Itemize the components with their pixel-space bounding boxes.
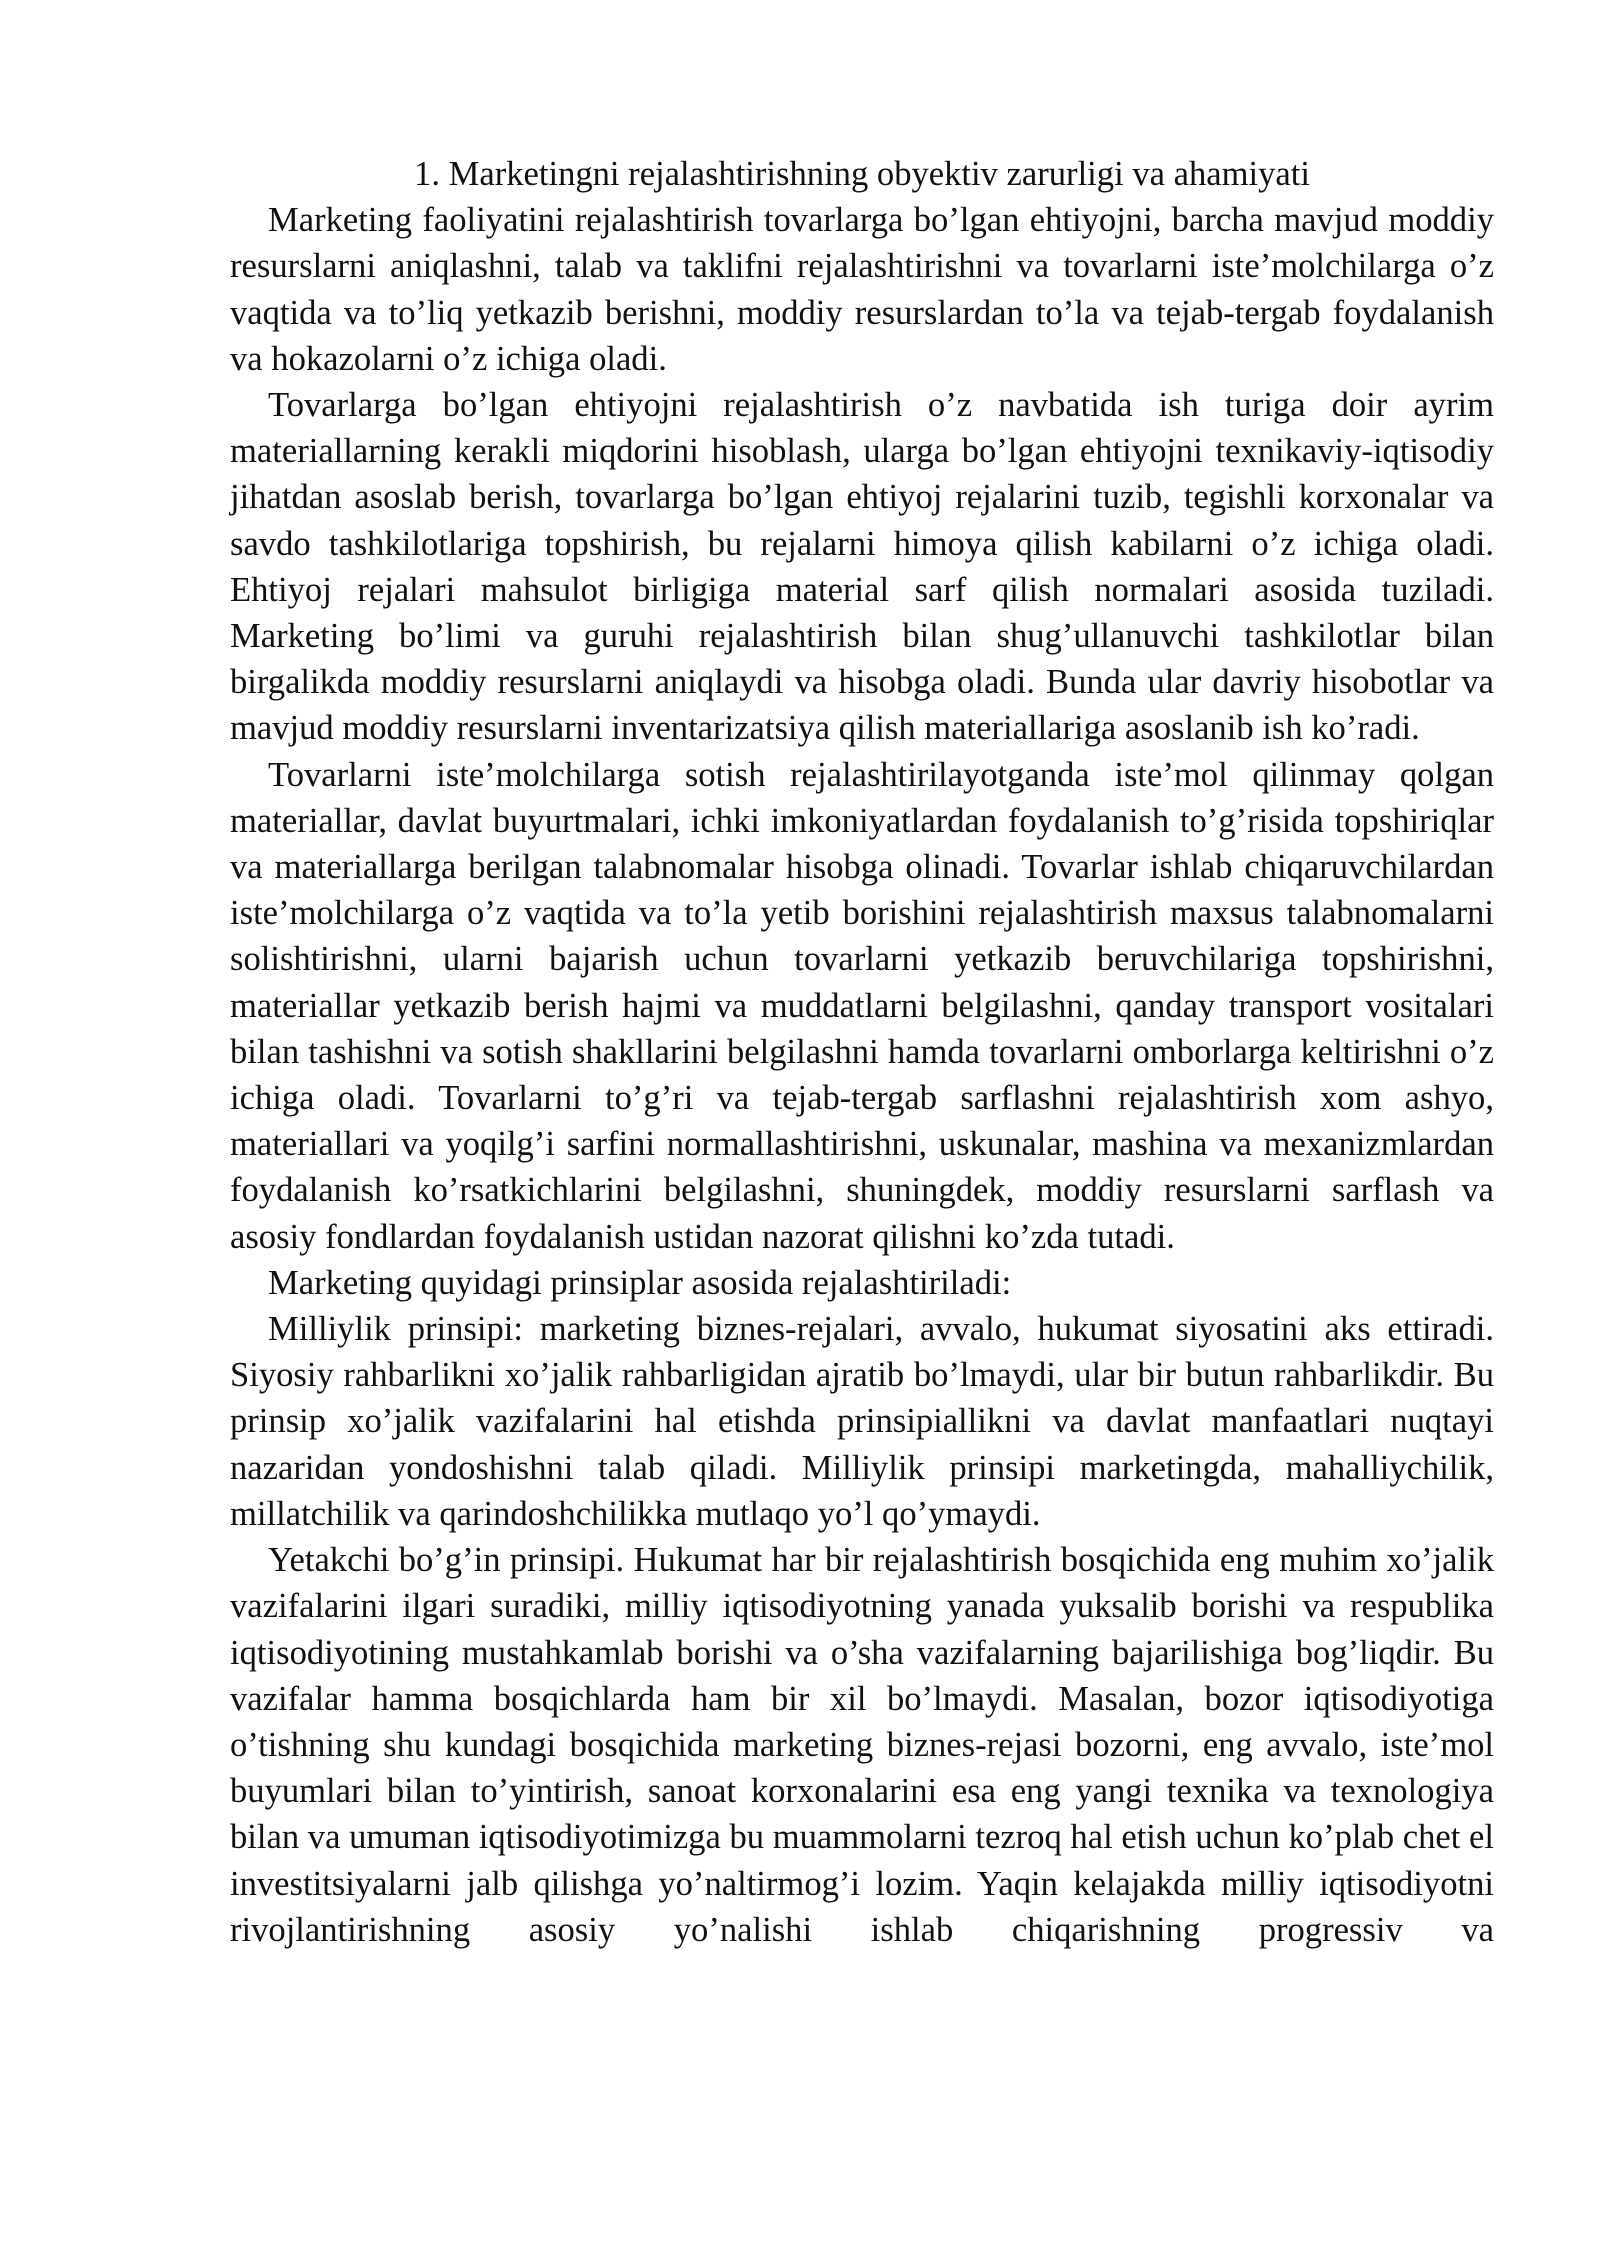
paragraph-6: Yetakchi bo’g’in prinsipi. Hukumat har bir rejalashtirish bosqichida eng muhim xo’jalik vazifalarini ilgari suradiki, milliy iqtisodiyotning yanada yuksalib borishi va respublika iqtisodiyotining mustahkamlab borishi va o’sha vazifalarning bajarilishiga bog’liqdir. Bu vazifalar hamma bosqichlarda ham bir xil bo’lmaydi. Masalan, bozor iqtisodiyotiga o’tishning shu kundagi bosqichida marketing biznes-rejasi bozorni, eng avvalo, iste’mol buyumlari bilan to’yintirish, sanoat korxonalarini esa eng yangi texnika va texnologiya bilan va umuman iqtisodiyotimizga bu muammolarni tezroq hal etish uchun ko’plab chet el investitsiyalarni jalb qilishga yo’naltirmog’i lozim. Yaqin kelajakda milliy iqtisodiyotni rivojlantirishning asosiy yo’nalishi ishlab chiqarishning progressiv va	[230, 1541, 1494, 1949]
paragraph-5: Milliylik prinsipi: marketing biznes-rejalari, avvalo, hukumat siyosatini aks ettiradi. Siyosiy rahbarlikni xo’jalik rahbarligidan ajratib bo’lmaydi, ular bir butun rahbarlikdir. Bu prinsip xo’jalik vazifalarini hal etishda prinsipiallikni va davlat manfaatlari nuqtayi nazaridan yondoshishni talab qiladi. Milliylik prinsipi marketingda, mahalliychilik, millatchilik va qarindoshchilikka mutlaqo yo’l qo’ymaydi.	[230, 1310, 1494, 1533]
document-page	[230, 151, 1494, 2151]
paragraph-2: Tovarlarga bo’lgan ehtiyojni rejalashtirish o’z navbatida ish turiga doir ayrim materiallarning kerakli miqdorini hisoblash, ularga bo’lgan ehtiyojni texnikaviy-iqtisodiy jihatdan asoslab berish, tovarlarga bo’lgan ehtiyoj rejalarini tuzib, tegishli korxonalar va savdo tashkilotlariga topshirish, bu rejalarni himoya qilish kabilarni o’z ichiga oladi. Ehtiyoj rejalari mahsulot birligiga material sarf qilish normalari asosida tuziladi. Marketing bo’limi va guruhi rejalashtirish bilan shug’ullanuvchi tashkilotlar bilan birgalikda moddiy resurslarni aniqlaydi va hisobga oladi. Bunda ular davriy hisobotlar va mavjud moddiy resurslarni inventarizatsiya qilish materiallariga asoslanib ish ko’radi.	[230, 386, 1494, 748]
paragraph-4: Marketing quyidagi prinsiplar asosida rejalashtiriladi:	[268, 1263, 1012, 1302]
page-title: 1. Marketingni rejalashtirishning obyektiv zarurligi va ahamiyati	[414, 155, 1310, 193]
paragraph-1: Marketing faoliyatini rejalashtirish tovarlarga bo’lgan ehtiyojni, barcha mavjud moddiy resurslarni aniqlashni, talab va taklifni rejalashtirishni va tovarlarni iste’molchilarga o’z vaqtida va to’liq yetkazib berishni, moddiy resurslardan to’la va tejab-tergab foydalanish va hokazolarni o’z ichiga oladi.	[230, 201, 1494, 378]
paragraph-3: Tovarlarni iste’molchilarga sotish rejalashtirilayotganda iste’mol qilinmay qolgan materiallar, davlat buyurtmalari, ichki imkoniyatlardan foydalanish to’g’risida topshiriqlar va materiallarga berilgan talabnomalar hisobga olinadi. Tovarlar ishlab chiqaruvchilardan iste’molchilarga o’z vaqtida va to’la yetib borishini rejalashtirish maxsus talabnomalarni solishtirishni, ularni bajarish uchun tovarlarni yetkazib beruvchilariga topshirishni, materiallar yetkazib berish hajmi va muddatlarni belgilashni, qanday transport vositalari bilan tashishni va sotish shakllarini belgilashni hamda tovarlarni omborlarga keltirishni o’z ichiga oladi. Tovarlarni to’g’ri va tejab-tergab sarflashni rejalashtirish xom ashyo, materiallari va yoqilg’i sarfini normallashtirishni, uskunalar, mashina va mexanizmlardan foydalanish ko’rsatkichlarini belgilashni, shuningdek, moddiy resurslarni sarflash va asosiy fondlardan foydalanish ustidan nazorat qilishni ko’zda tutadi.	[230, 755, 1494, 1256]
